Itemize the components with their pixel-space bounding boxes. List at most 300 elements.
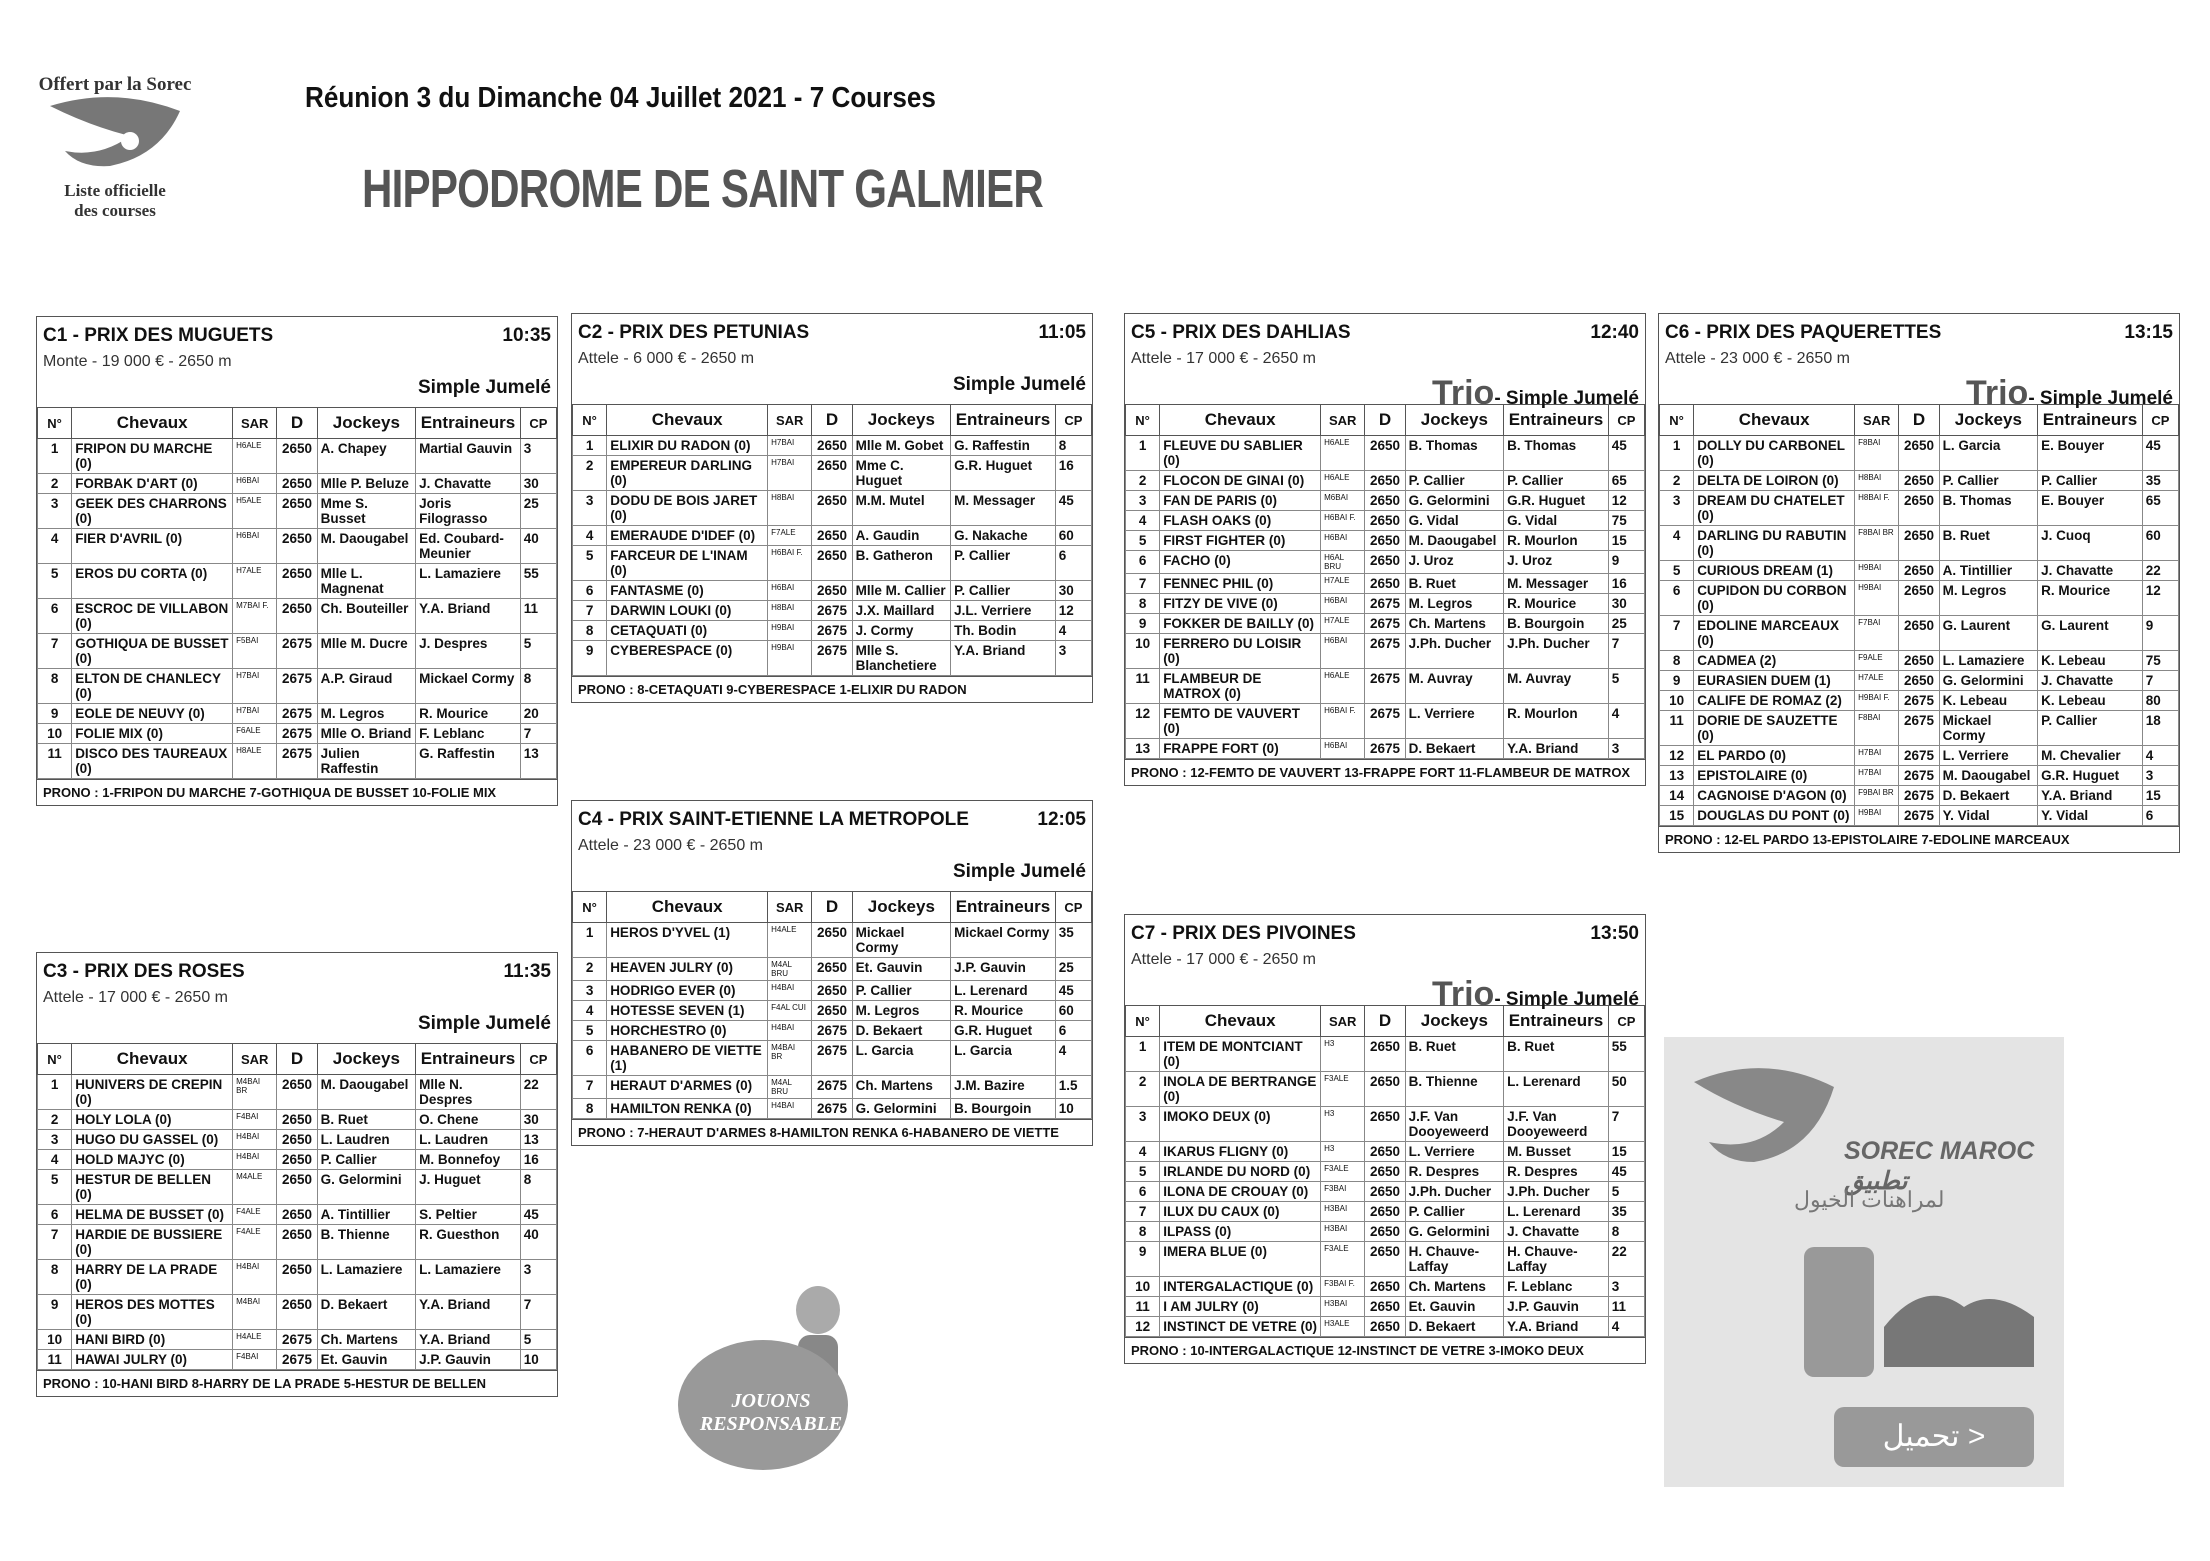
table-row [38, 494, 557, 529]
distance: 2675 [812, 641, 852, 676]
cp-value: 20 [520, 704, 556, 724]
runner-number: 15 [1660, 806, 1694, 826]
trainer-name: Y.A. Briand [416, 599, 521, 634]
trainer-name: Mickael Cormy [951, 923, 1056, 958]
distance: 2675 [812, 1076, 852, 1099]
horse-name: HANI BIRD (0) [72, 1330, 233, 1350]
table-row [1660, 766, 2179, 786]
horse-name: ILPASS (0) [1160, 1222, 1321, 1242]
prono-line: PRONO : 8-CETAQUATI 9-CYBERESPACE 1-ELIXIR DU RADON [572, 676, 1092, 702]
sar-code: M4AL BRU [768, 1076, 812, 1099]
trainer-name: G.R. Huguet [1504, 491, 1609, 511]
runners-table [37, 407, 557, 779]
runner-number: 11 [1126, 669, 1160, 704]
jockey-name: J.Ph. Ducher [1405, 634, 1504, 669]
runner-number: 1 [1660, 436, 1694, 471]
runner-number: 7 [38, 1225, 72, 1260]
jockey-name: Mme C. Huguet [852, 456, 951, 491]
distance: 2650 [1365, 1107, 1405, 1142]
jockey-name: J. Cormy [852, 621, 951, 641]
horse-name: FRIPON DU MARCHE (0) [72, 439, 233, 474]
cp-value: 8 [1055, 436, 1091, 456]
table-row [1126, 1162, 1645, 1182]
jockey-name: Mickael Cormy [852, 923, 951, 958]
horseshoe-logo-icon [40, 96, 190, 176]
horse-name: ITEM DE MONTCIANT (0) [1160, 1037, 1321, 1072]
table-row [573, 1076, 1092, 1099]
horse-name: HUGO DU GASSEL (0) [72, 1130, 233, 1150]
distance: 2675 [1365, 614, 1405, 634]
horse-name: HARDIE DE BUSSIERE (0) [72, 1225, 233, 1260]
horse-name: HUNIVERS DE CREPIN (0) [72, 1075, 233, 1110]
distance: 2675 [1899, 691, 1939, 711]
runner-number: 1 [573, 923, 607, 958]
runner-number: 6 [573, 581, 607, 601]
cp-value: 6 [1055, 1021, 1091, 1041]
table-row [1126, 551, 1645, 574]
horse-name: FIER D'AVRIL (0) [72, 529, 233, 564]
cp-value: 4 [1055, 1041, 1091, 1076]
trainer-name: Y.A. Briand [416, 1295, 521, 1330]
distance: 2650 [1365, 1222, 1405, 1242]
distance: 2675 [812, 1099, 852, 1119]
distance: 2650 [812, 1001, 852, 1021]
distance: 2650 [1365, 1162, 1405, 1182]
table-row [1126, 634, 1645, 669]
runner-number: 10 [38, 724, 72, 744]
distance: 2650 [1365, 1182, 1405, 1202]
sar-code: M4BAI BR [768, 1041, 812, 1076]
distance: 2675 [1899, 806, 1939, 826]
distance: 2650 [812, 981, 852, 1001]
distance: 2650 [277, 564, 317, 599]
distance: 2650 [277, 439, 317, 474]
horse-name: FLAMBEUR DE MATROX (0) [1160, 669, 1321, 704]
prono-line: PRONO : 12-FEMTO DE VAUVERT 13-FRAPPE FORT 11-FLAMBEUR DE MATROX [1125, 759, 1645, 785]
horse-name: IMOKO DEUX (0) [1160, 1107, 1321, 1142]
cp-value: 16 [1608, 574, 1644, 594]
table-row [1660, 691, 2179, 711]
cp-value: 3 [1055, 641, 1091, 676]
sar-code: H4BAI [233, 1150, 277, 1170]
cp-value: 7 [1608, 634, 1644, 669]
distance: 2650 [277, 474, 317, 494]
runner-number: 3 [1660, 491, 1694, 526]
trio-label: Trio [1431, 975, 1495, 1013]
horse-name: IMERA BLUE (0) [1160, 1242, 1321, 1277]
table-row [38, 1205, 557, 1225]
sar-code: H8BAI [768, 601, 812, 621]
cp-value: 15 [1608, 1142, 1644, 1162]
distance: 2650 [277, 494, 317, 529]
trainer-name: B. Bourgoin [1504, 614, 1609, 634]
cp-value: 35 [1055, 923, 1091, 958]
sar-code: M4BAI BR [233, 1075, 277, 1110]
horse-name: I AM JULRY (0) [1160, 1297, 1321, 1317]
cp-value: 65 [1608, 471, 1644, 491]
table-row [1126, 531, 1645, 551]
jockey-name: B. Gatheron [852, 546, 951, 581]
jockey-name: Et. Gauvin [1405, 1297, 1504, 1317]
runners-table [572, 891, 1092, 1119]
table-row [38, 1110, 557, 1130]
sar-code: F4ALE [233, 1225, 277, 1260]
runner-number: 2 [573, 456, 607, 491]
horse-name: FOLIE MIX (0) [72, 724, 233, 744]
table-row [1660, 581, 2179, 616]
sar-code: H7BAI [1855, 766, 1899, 786]
cp-value: 3 [520, 439, 556, 474]
distance: 2650 [1365, 471, 1405, 491]
table-row [38, 474, 557, 494]
cp-value: 9 [2142, 616, 2178, 651]
distance: 2650 [812, 958, 852, 981]
sar-code: H9BAI F. [1855, 691, 1899, 711]
jockey-name: R. Despres [1405, 1162, 1504, 1182]
runner-number: 3 [573, 981, 607, 1001]
table-row [1126, 1297, 1645, 1317]
jockey-name: Julien Raffestin [317, 744, 416, 779]
distance: 2650 [1365, 1072, 1405, 1107]
table-row [38, 1130, 557, 1150]
runner-number: 2 [573, 958, 607, 981]
runner-number: 3 [38, 494, 72, 529]
horse-name: IRLANDE DU NORD (0) [1160, 1162, 1321, 1182]
jockey-name: J. Uroz [1405, 551, 1504, 574]
sar-code: M7BAI F. [233, 599, 277, 634]
race-time: 13:15 [2124, 322, 2173, 343]
table-row [1660, 471, 2179, 491]
table-row [1660, 526, 2179, 561]
sar-code: F9BAI BR [1855, 786, 1899, 806]
cp-value: 45 [1055, 491, 1091, 526]
distance: 2650 [277, 1130, 317, 1150]
runner-number: 3 [573, 491, 607, 526]
race-title: C1 - PRIX DES MUGUETS 10:35 [43, 325, 551, 346]
cp-value: 11 [520, 599, 556, 634]
trainer-name: L. Lerenard [1504, 1202, 1609, 1222]
horse-name: HAWAI JULRY (0) [72, 1350, 233, 1370]
cp-value: 40 [520, 529, 556, 564]
horse-name: DARWIN LOUKI (0) [607, 601, 768, 621]
runner-number: 5 [38, 1170, 72, 1205]
runner-number: 6 [1660, 581, 1694, 616]
jockey-name: M. Legros [1405, 594, 1504, 614]
cp-value: 13 [520, 1130, 556, 1150]
table-row [38, 1260, 557, 1295]
horse-name: FLASH OAKS (0) [1160, 511, 1321, 531]
bet-types: Simple Jumelé [417, 1013, 551, 1034]
runner-number: 8 [38, 1260, 72, 1295]
trainer-name: M. Messager [1504, 574, 1609, 594]
runner-number: 9 [1126, 1242, 1160, 1277]
cp-value: 30 [1608, 594, 1644, 614]
horse-name: CALIFE DE ROMAZ (2) [1694, 691, 1855, 711]
runners-table [572, 404, 1092, 676]
sar-code: F4BAI [233, 1110, 277, 1130]
jockey-name: D. Bekaert [1939, 786, 2038, 806]
sar-code: F4AL CUI [768, 1001, 812, 1021]
runner-number: 1 [1126, 1037, 1160, 1072]
jockey-name: B. Ruet [317, 1110, 416, 1130]
distance: 2650 [277, 1225, 317, 1260]
trainer-name: J.Ph. Ducher [1504, 1182, 1609, 1202]
trainer-name: M. Bonnefoy [416, 1150, 521, 1170]
cp-value: 40 [520, 1225, 556, 1260]
trainer-name: R. Mourlon [1504, 704, 1609, 739]
sar-code: H8BAI [768, 491, 812, 526]
trainer-name: G. Raffestin [951, 436, 1056, 456]
jockey-name: Ch. Martens [1405, 614, 1504, 634]
cp-value: 5 [520, 1330, 556, 1350]
horse-name: HABANERO DE VIETTE (1) [607, 1041, 768, 1076]
trainer-name: Y.A. Briand [951, 641, 1056, 676]
cp-value: 8 [520, 669, 556, 704]
race-title: C7 - PRIX DES PIVOINES 13:50 [1131, 923, 1639, 944]
distance: 2675 [277, 744, 317, 779]
horse-name: DREAM DU CHATELET (0) [1694, 491, 1855, 526]
jouons-text: JOUONS [731, 1390, 811, 1412]
distance: 2650 [1365, 531, 1405, 551]
cp-value: 7 [2142, 671, 2178, 691]
runner-number: 12 [1126, 1317, 1160, 1337]
trio-label: Trio [1965, 374, 2029, 412]
distance: 2675 [1899, 766, 1939, 786]
horse-name: ELIXIR DU RADON (0) [607, 436, 768, 456]
horse-name: CYBERESPACE (0) [607, 641, 768, 676]
sar-code: H6BAI [233, 529, 277, 564]
distance: 2650 [1365, 1317, 1405, 1337]
table-row [38, 599, 557, 634]
distance: 2650 [1365, 1202, 1405, 1222]
race-card-5 [571, 800, 1093, 1146]
jockey-name: Mickael Cormy [1939, 711, 2038, 746]
distance: 2675 [277, 1330, 317, 1350]
jockey-name: P. Callier [317, 1150, 416, 1170]
cp-value: 5 [520, 634, 556, 669]
jockey-name: L. Verriere [1405, 704, 1504, 739]
cp-value: 4 [2142, 746, 2178, 766]
distance: 2650 [277, 1150, 317, 1170]
cp-value: 45 [520, 1205, 556, 1225]
runner-number: 9 [38, 704, 72, 724]
distance: 2650 [1365, 551, 1405, 574]
jockey-name: M. Legros [317, 704, 416, 724]
trainer-name: B. Ruet [1504, 1037, 1609, 1072]
jockey-name: D. Bekaert [1405, 1317, 1504, 1337]
horse-name: FERRERO DU LOISIR (0) [1160, 634, 1321, 669]
jockey-name: M. Legros [1939, 581, 2038, 616]
table-row [573, 1021, 1092, 1041]
trainer-name: G.R. Huguet [2038, 766, 2143, 786]
runners-table [1125, 1005, 1645, 1337]
distance: 2650 [1899, 526, 1939, 561]
distance: 2650 [277, 1110, 317, 1130]
distance: 2675 [1365, 634, 1405, 669]
jockey-name: B. Ruet [1939, 526, 2038, 561]
logo-official-list: Liste officielle [64, 181, 166, 200]
runner-number: 12 [1126, 704, 1160, 739]
phone-horses-icon [1794, 1237, 2044, 1387]
jockey-name: L. Garcia [852, 1041, 951, 1076]
horse-name: DOLLY DU CARBONEL (0) [1694, 436, 1855, 471]
distance: 2675 [1899, 711, 1939, 746]
distance: 2650 [812, 456, 852, 491]
table-row [1126, 1222, 1645, 1242]
distance: 2650 [812, 526, 852, 546]
sar-code: H9BAI [1855, 806, 1899, 826]
runner-number: 4 [1126, 1142, 1160, 1162]
trainer-name: J. Uroz [1504, 551, 1609, 574]
jockey-name: G. Gelormini [1405, 491, 1504, 511]
runners-table [1125, 404, 1645, 759]
runner-number: 7 [573, 1076, 607, 1099]
distance: 2675 [277, 704, 317, 724]
cp-value: 1.5 [1055, 1076, 1091, 1099]
trainer-name: J. Chavatte [1504, 1222, 1609, 1242]
prono-line: PRONO : 1-FRIPON DU MARCHE 7-GOTHIQUA DE BUSSET 10-FOLIE MIX [37, 779, 557, 805]
runner-number: 4 [1660, 526, 1694, 561]
horse-name: HARRY DE LA PRADE (0) [72, 1260, 233, 1295]
runner-number: 11 [1126, 1297, 1160, 1317]
table-row [38, 1350, 557, 1370]
table-header: N° Chevaux SAR D Jockeys Entraineurs CP [38, 408, 557, 439]
race-info: Attele - 17 000 € - 2650 m [43, 989, 228, 1006]
runner-number: 8 [1660, 651, 1694, 671]
trainer-name: J.Ph. Ducher [1504, 634, 1609, 669]
runner-number: 11 [38, 744, 72, 779]
race-time: 12:40 [1590, 322, 1639, 343]
distance: 2650 [1365, 1037, 1405, 1072]
jockey-name: G. Gelormini [852, 1099, 951, 1119]
sar-code: M4BAI [233, 1295, 277, 1330]
jockey-name: Ch. Martens [852, 1076, 951, 1099]
jockey-name: P. Callier [852, 981, 951, 1001]
trainer-name: M. Chevalier [2038, 746, 2143, 766]
cp-value: 45 [1608, 436, 1644, 471]
distance: 2675 [1365, 594, 1405, 614]
logo-offered-by: Offert par la Sorec [38, 74, 192, 95]
cp-value: 75 [1608, 511, 1644, 531]
trainer-name: Joris Filograsso [416, 494, 521, 529]
runner-number: 5 [573, 1021, 607, 1041]
sar-code: F7ALE [768, 526, 812, 546]
jockey-name: H. Chauve-Laffay [1405, 1242, 1504, 1277]
trainer-name: J.P. Gauvin [416, 1350, 521, 1370]
horse-name: HOLD MAJYC (0) [72, 1150, 233, 1170]
sar-code: F3ALE [1321, 1242, 1365, 1277]
sar-code: H6BAI [1321, 739, 1365, 759]
runner-number: 6 [38, 1205, 72, 1225]
table-row [1660, 436, 2179, 471]
sar-code: M4ALE [233, 1170, 277, 1205]
horse-name: GOTHIQUA DE BUSSET (0) [72, 634, 233, 669]
trainer-name: L. Lamaziere [416, 564, 521, 599]
horse-name: GEEK DES CHARRONS (0) [72, 494, 233, 529]
cp-value: 45 [1608, 1162, 1644, 1182]
table-row [1126, 491, 1645, 511]
cp-value: 6 [1055, 546, 1091, 581]
table-row [573, 436, 1092, 456]
jockey-name: M. Daougabel [317, 529, 416, 564]
runner-number: 11 [1660, 711, 1694, 746]
table-row [573, 1099, 1092, 1119]
sar-code: H9BAI [1855, 581, 1899, 616]
race-card-3 [1124, 313, 1646, 786]
horse-name: EMERAUDE D'IDEF (0) [607, 526, 768, 546]
sar-code: H5ALE [233, 494, 277, 529]
jockey-name: Ch. Bouteiller [317, 599, 416, 634]
table-row [1126, 1142, 1645, 1162]
horse-name: DORIE DE SAUZETTE (0) [1694, 711, 1855, 746]
cp-value: 16 [1055, 456, 1091, 491]
trainer-name: R. Despres [1504, 1162, 1609, 1182]
table-row [1126, 1107, 1645, 1142]
table-row [573, 923, 1092, 958]
sar-code: H4BAI [768, 1099, 812, 1119]
runners-table [1659, 404, 2179, 826]
trainer-name: J.F. Van Dooyeweerd [1504, 1107, 1609, 1142]
table-row [38, 1330, 557, 1350]
distance: 2650 [1365, 574, 1405, 594]
sar-code: F3ALE [1321, 1162, 1365, 1182]
table-row [1126, 594, 1645, 614]
jockey-name: M. Daougabel [317, 1075, 416, 1110]
trainer-name: G.R. Huguet [951, 456, 1056, 491]
horse-name: DARLING DU RABUTIN (0) [1694, 526, 1855, 561]
table-row [38, 669, 557, 704]
trainer-name: G. Raffestin [416, 744, 521, 779]
trainer-name: R. Guesthon [416, 1225, 521, 1260]
table-row [1660, 671, 2179, 691]
cp-value: 35 [1608, 1202, 1644, 1222]
table-row [573, 526, 1092, 546]
table-row [1660, 616, 2179, 651]
table-row [1660, 746, 2179, 766]
distance: 2650 [1365, 491, 1405, 511]
table-row [573, 981, 1092, 1001]
table-row [1126, 574, 1645, 594]
sar-code: F7BAI [1855, 616, 1899, 651]
horse-name: CAGNOISE D'AGON (0) [1694, 786, 1855, 806]
distance: 2650 [1365, 1242, 1405, 1277]
race-time: 11:05 [1038, 322, 1086, 343]
cp-value: 12 [2142, 581, 2178, 616]
distance: 2650 [1899, 616, 1939, 651]
race-title: C4 - PRIX SAINT-ETIENNE LA METROPOLE 12:05 [578, 809, 1086, 830]
prono-line: PRONO : 10-HANI BIRD 8-HARRY DE LA PRADE 5-HESTUR DE BELLEN [37, 1370, 557, 1396]
cp-value: 60 [1055, 526, 1091, 546]
trainer-name: L. Garcia [951, 1041, 1056, 1076]
trainer-name: B. Bourgoin [951, 1099, 1056, 1119]
distance: 2650 [1899, 561, 1939, 581]
sar-code: F5BAI [233, 634, 277, 669]
cp-value: 22 [1608, 1242, 1644, 1277]
meeting-subtitle: Réunion 3 du Dimanche 04 Juillet 2021 - 7 Courses [305, 82, 936, 114]
table-row [38, 724, 557, 744]
trainer-name: O. Chene [416, 1110, 521, 1130]
ad-download-button[interactable]: تحميل > [1834, 1407, 2034, 1467]
runner-number: 12 [1660, 746, 1694, 766]
trainer-name: J. Chavatte [2038, 561, 2143, 581]
horse-name: DELTA DE LOIRON (0) [1694, 471, 1855, 491]
racecourse-title: HIPPODROME DE SAINT GALMIER [362, 159, 1043, 219]
cp-value: 45 [2142, 436, 2178, 471]
table-row [1126, 511, 1645, 531]
sorec-app-ad[interactable] [1664, 1037, 2064, 1487]
table-header: N° Chevaux SAR D Jockeys Entraineurs CP [1126, 1006, 1645, 1037]
cp-value: 3 [1608, 1277, 1644, 1297]
